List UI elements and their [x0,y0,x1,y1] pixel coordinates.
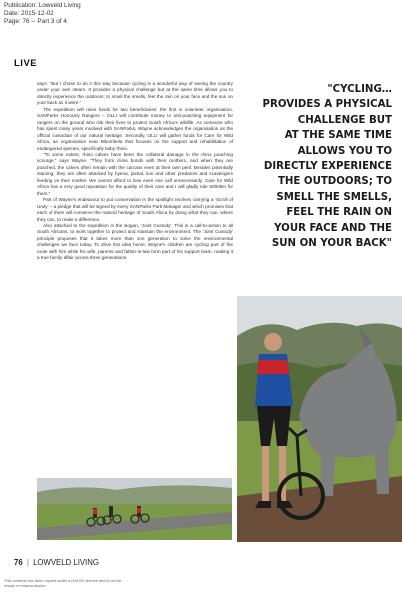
publication-info [4,2,81,27]
article-body [37,81,233,461]
pull-quote-line: SMELL THE SMELLS, [276,191,392,203]
publication-date: Date: 2015-12-02 [4,10,54,18]
cyclists-road-photo [37,478,232,540]
cyclists-road-illustration [37,478,232,540]
pull-quote-line: ALLOWS YOU TO [297,145,392,157]
publication-name: Publication: Lowveld Living [4,2,81,9]
pull-quote-line: DIRECTLY EXPERIENCE [263,161,392,173]
footer-separator: | [26,558,29,567]
pull-quote-line: AT THE SAME TIME [284,130,392,142]
pull-quote-line: PROVIDES A PHYSICAL [262,99,392,111]
cyclist-rhino-illustration [237,296,402,542]
pull-quote-line: YOUR FACE AND THE [274,222,392,234]
copyright-note: This material has been copied under a DALRO licence and is not for resale or retransmission. [4,578,122,588]
page-footer [14,558,99,567]
article-paragraph: Part of Wayne's endeavour to put conservation in the spotlight involves carrying a 'Scroll of Unity' – a pledge that will be signed by every SANParks Park Manager and which promises that each of them will conserve the natural heritage of South Africa by doing what they can, where they can, to make a difference. [37,197,233,222]
article-paragraph: Also attached to the expedition is the slogan, 'Joint Custody'. This is a call-to-action to all South Africans, to work together to protect and maintain the environment. The 'Joint Custody' principle proposes that it takes more than one generation to solve the environmental challenges we face today. To drive this idea home, Wayne's children are cycling part of the route with him while his wife, parents and father-in-law form part of his support team, making it a true family affair across three generations. [37,222,233,261]
article-paragraph: says: "But I chose to do it this way because cycling is a wonderful way of seeing the country under your own steam. It provides a physical challenge but at the same time allows you to directly experience the outdoors; to smell the smells, feel the rain on your face and the sun on your back as it were." [37,81,233,106]
publication-page: Page: 76 -- Part 3 of 4 [4,18,67,26]
pull-quote-line: CHALLENGE BUT [297,114,392,126]
article-paragraph: The expedition will raise funds for two beneficiaries: the first is volunteer organisation, SANParks Honorary Rangers – OLLI will contribute money to anti-poaching equipment for rangers on the ground who risk their lives to protect South Africa's wildlife. As someone who has spent many years involved with SANParks, Wayne acknowledges the organisation as the official custodian of our natural heritage. Secondly, OLLI will gather funds for Care for Wild Africa, an organisation near Mbombela that focuses on the support and rehabilitation of endangered species, specifically baby rhino. [37,106,233,151]
pull-quote-line: THE OUTDOORS; TO [277,176,392,188]
article-paragraph: "To some extent, rhino calves have been the collateral damage in the rhino poaching scourge," says Wayne. "They form close bonds with their mothers, and when they are poached, the calves often remain with the carcass even at their own peril. Besides potentially starving, they are often attacked by hyena, jackal, lion and other predators and scavengers feeding on their mother. We cannot afford to lose even one calf unnecessarily. Care for Wild Africa has a very good reputation for the quality of their care and I will gladly ride 6000km for them." [37,151,233,196]
pull-quote-line: SUN ON YOUR BACK" [271,238,392,250]
pull-quote-line: "CYCLING… [327,84,392,95]
pull-quote-line: FEEL THE RAIN ON [286,207,392,219]
pull-quote [248,82,392,251]
section-label: LIVE [14,58,38,69]
magazine-name: LOWVELD LIVING [33,558,99,567]
cyclist-rhino-photo [237,296,402,542]
page-number: 76 [14,558,23,567]
